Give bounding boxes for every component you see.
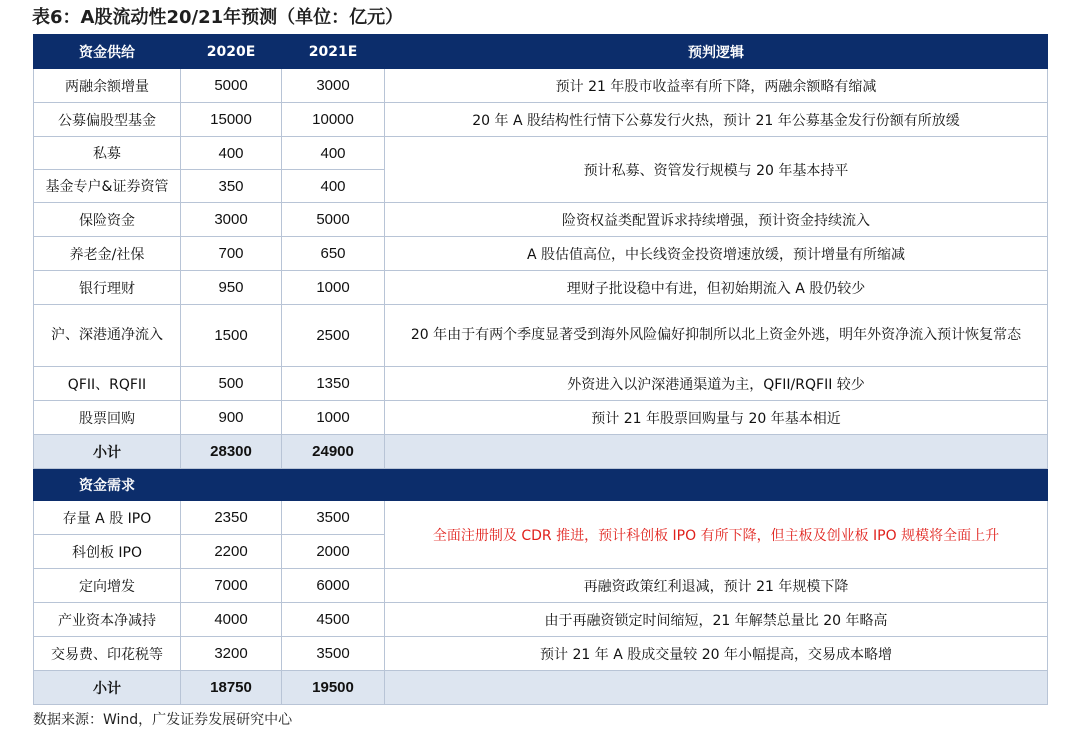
value-2021e: 1000 <box>282 401 385 435</box>
value-2021e: 5000 <box>282 203 385 237</box>
value-2020e: 1500 <box>181 305 282 367</box>
row-name: 交易费、印花税等 <box>34 637 181 671</box>
demand-header-row <box>34 469 1048 501</box>
row-name: 银行理财 <box>34 271 181 305</box>
subtotal-2020e: 18750 <box>181 671 282 705</box>
row-name: 产业资本净减持 <box>34 603 181 637</box>
logic-text: A 股估值高位，中长线资金投资增速放缓，预计增量有所缩减 <box>385 237 1048 271</box>
header-2020e: 2020E <box>181 35 282 69</box>
header-demand: 资金需求 <box>34 469 181 501</box>
value-2021e: 4500 <box>282 603 385 637</box>
value-2021e: 6000 <box>282 569 385 603</box>
table-row <box>34 203 1048 237</box>
data-source-note: 数据来源：Wind，广发证券发展研究中心 <box>33 712 293 728</box>
logic-text: 20 年由于有两个季度显著受到海外风险偏好抑制所以北上资金外逃，明年外资净流入预计恢复常态 <box>385 305 1048 367</box>
row-name: 存量 A 股 IPO <box>34 501 181 535</box>
value-2021e: 400 <box>282 170 385 203</box>
table-row <box>34 237 1048 271</box>
table-title: 表6：A股流动性20/21年预测（单位：亿元） <box>32 7 404 28</box>
logic-text: 预计 21 年股市收益率有所下降，两融余额略有缩减 <box>385 69 1048 103</box>
logic-text: 20 年 A 股结构性行情下公募发行火热，预计 21 年公募基金发行份额有所放缓 <box>385 103 1048 137</box>
logic-text: 外资进入以沪深港通渠道为主，QFII/RQFII 较少 <box>385 367 1048 401</box>
value-2020e: 3200 <box>181 637 282 671</box>
table-row <box>34 271 1048 305</box>
logic-text: 理财子批设稳中有进，但初始期流入 A 股仍较少 <box>385 271 1048 305</box>
subtotal-label: 小计 <box>34 671 181 705</box>
table-row <box>34 69 1048 103</box>
value-2020e: 400 <box>181 137 282 170</box>
subtotal-2021e: 24900 <box>282 435 385 469</box>
header-supply: 资金供给 <box>34 35 181 69</box>
table-row <box>34 501 1048 535</box>
logic-text: 预计 21 年股票回购量与 20 年基本相近 <box>385 401 1048 435</box>
value-2021e: 2500 <box>282 305 385 367</box>
value-2020e: 350 <box>181 170 282 203</box>
value-2020e: 15000 <box>181 103 282 137</box>
row-name: 保险资金 <box>34 203 181 237</box>
logic-text: 预计私募、资管发行规模与 20 年基本持平 <box>385 137 1048 203</box>
value-2020e: 950 <box>181 271 282 305</box>
table-row <box>34 103 1048 137</box>
value-2020e: 7000 <box>181 569 282 603</box>
row-name: 科创板 IPO <box>34 535 181 569</box>
value-2020e: 5000 <box>181 69 282 103</box>
header-blank <box>181 469 1048 501</box>
row-name: QFII、RQFII <box>34 367 181 401</box>
logic-text: 险资权益类配置诉求持续增强，预计资金持续流入 <box>385 203 1048 237</box>
value-2020e: 900 <box>181 401 282 435</box>
logic-text-highlight: 全面注册制及 CDR 推进，预计科创板 IPO 有所下降，但主板及创业板 IPO 规模将全面上升 <box>385 501 1048 569</box>
value-2021e: 400 <box>282 137 385 170</box>
subtotal-blank <box>385 435 1048 469</box>
value-2021e: 2000 <box>282 535 385 569</box>
value-2020e: 2200 <box>181 535 282 569</box>
table-row <box>34 137 1048 170</box>
table-row <box>34 637 1048 671</box>
value-2020e: 3000 <box>181 203 282 237</box>
logic-text: 再融资政策红利退减，预计 21 年规模下降 <box>385 569 1048 603</box>
logic-text: 预计 21 年 A 股成交量较 20 年小幅提高，交易成本略增 <box>385 637 1048 671</box>
table-row <box>34 367 1048 401</box>
row-name: 公募偏股型基金 <box>34 103 181 137</box>
value-2020e: 700 <box>181 237 282 271</box>
subtotal-label: 小计 <box>34 435 181 469</box>
value-2021e: 3000 <box>282 69 385 103</box>
value-2021e: 650 <box>282 237 385 271</box>
value-2020e: 500 <box>181 367 282 401</box>
value-2020e: 4000 <box>181 603 282 637</box>
subtotal-2020e: 28300 <box>181 435 282 469</box>
header-2021e: 2021E <box>282 35 385 69</box>
liquidity-forecast-table <box>33 34 1048 705</box>
row-name: 养老金/社保 <box>34 237 181 271</box>
row-name: 股票回购 <box>34 401 181 435</box>
subtotal-2021e: 19500 <box>282 671 385 705</box>
header-logic: 预判逻辑 <box>385 35 1048 69</box>
value-2021e: 3500 <box>282 637 385 671</box>
row-name: 沪、深港通净流入 <box>34 305 181 367</box>
table-row <box>34 603 1048 637</box>
supply-subtotal-row <box>34 435 1048 469</box>
value-2020e: 2350 <box>181 501 282 535</box>
row-name: 私募 <box>34 137 181 170</box>
value-2021e: 1350 <box>282 367 385 401</box>
table-row <box>34 401 1048 435</box>
table-row <box>34 569 1048 603</box>
row-name: 基金专户&证券资管 <box>34 170 181 203</box>
subtotal-blank <box>385 671 1048 705</box>
row-name: 两融余额增量 <box>34 69 181 103</box>
logic-text: 由于再融资锁定时间缩短，21 年解禁总量比 20 年略高 <box>385 603 1048 637</box>
value-2021e: 10000 <box>282 103 385 137</box>
demand-subtotal-row <box>34 671 1048 705</box>
value-2021e: 3500 <box>282 501 385 535</box>
value-2021e: 1000 <box>282 271 385 305</box>
row-name: 定向增发 <box>34 569 181 603</box>
supply-header-row <box>34 35 1048 69</box>
table-row <box>34 305 1048 367</box>
